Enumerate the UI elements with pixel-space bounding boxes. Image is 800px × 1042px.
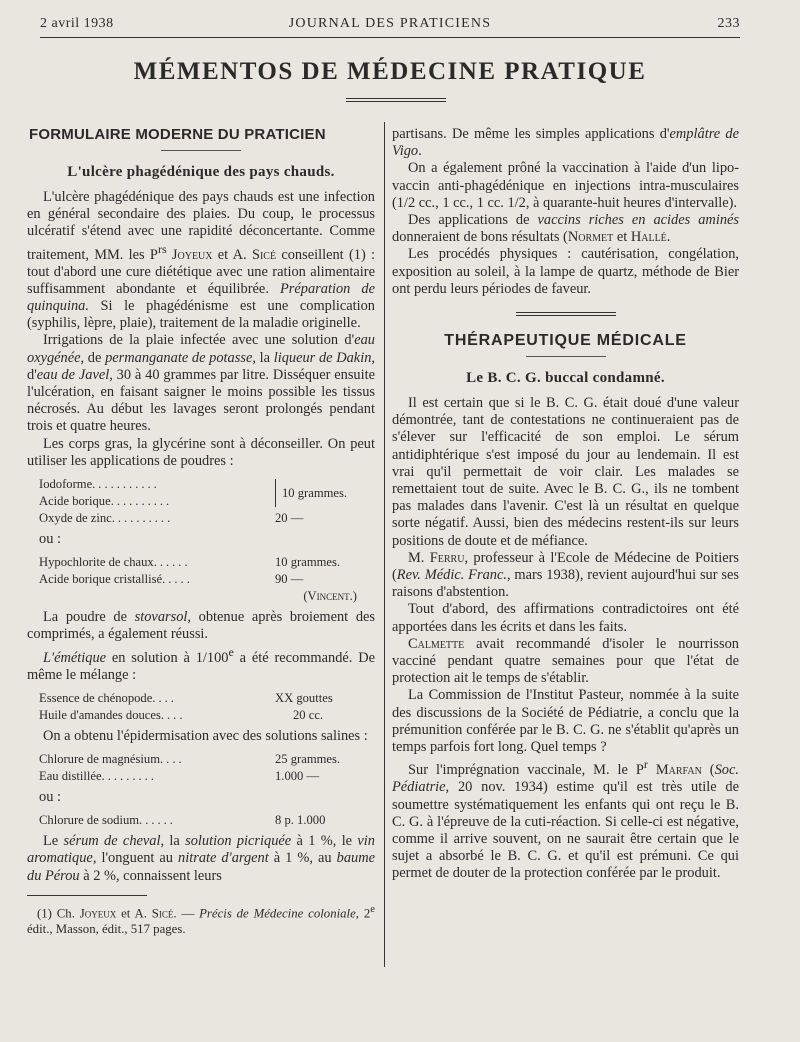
emphasis: Préparation de quinquina. <box>27 280 375 315</box>
text: et A. <box>212 246 252 263</box>
text: à 2 %, connaissent leurs <box>79 867 222 884</box>
quantity: 8 p. 1.000 <box>275 813 326 828</box>
text: 20 nov. 1934) estime qu'il est très utile de soumettre systématiquement les enfants qui ont reçu le B. C. G. à l'épreuve de la cuti-réaction. Si celle-ci est négative, comme il arrive souvent, on ne saurait être certain que le sujet a absorbé le B. C. G. et qu'il est prémuni. Ce qui permet de douter de la protection conférée par le produit. <box>392 779 739 882</box>
author-name: Hallé <box>630 229 667 246</box>
text: 2 <box>359 906 371 921</box>
text: d' <box>27 366 37 383</box>
formula-group <box>39 476 375 510</box>
formula-sodium <box>39 812 375 829</box>
quantity: 20 cc. <box>293 707 324 722</box>
paragraph: La Commission de l'Institut Pasteur, nommée à la suite des discussions de la Société de Pédiatrie, a conclu que la prémunition conférée par le B. C. G. ne s'établit qu'après un temps parfois fort long. Quel temps ? <box>392 687 739 756</box>
ingredient: Huile d'amandes douces <box>39 707 161 722</box>
alternative-label: ou : <box>39 789 61 806</box>
ingredient: Essence de chénopode <box>39 690 153 705</box>
author-name: Ferru <box>429 549 465 566</box>
ingredient-cell <box>39 571 275 588</box>
text: partisans. De même les simples applications d' <box>392 126 670 142</box>
spacer <box>392 298 739 312</box>
ingredient: Chlorure de magnésium <box>39 752 161 767</box>
paragraph <box>392 636 739 688</box>
ingredient-cell <box>39 751 275 768</box>
article-title-bcg: Le B. C. G. buccal condamné. <box>466 370 665 387</box>
emphasis: eau de Javel, <box>36 366 113 383</box>
quantity: XX gouttes <box>275 690 333 705</box>
superscript: e <box>370 903 375 915</box>
superscript: r <box>643 757 648 772</box>
quantity: 20 — <box>275 511 304 526</box>
formula-row <box>39 690 375 707</box>
text: a été recommandé. De même le mélange : <box>27 649 375 683</box>
issue-date: 2 avril 1938 <box>40 16 114 31</box>
formula-powders <box>39 476 375 527</box>
formula-row <box>39 812 375 829</box>
header-rule <box>40 37 740 38</box>
paragraph: Les procédés physiques : cautérisation, congélation, exposition au soleil, à la lampe de quartz, méthode de Bier ont perdu leurs périodes de faveur. <box>392 246 739 297</box>
quantity: 1.000 — <box>275 769 320 784</box>
emphasis: emplâtre de Vigo <box>392 126 739 160</box>
left-column <box>27 126 375 937</box>
ingredient: Acide borique <box>39 494 111 509</box>
footnote-rule <box>27 895 147 896</box>
leader-dots: .... <box>160 707 186 722</box>
ingredient-cell <box>39 707 275 724</box>
paragraph <box>27 189 375 332</box>
emphasis: L'émétique <box>43 649 107 666</box>
text: . <box>418 143 422 160</box>
text: avait recommandé d'isoler le nourrisson vacciné pendant quatre semaines pour que l'état de protection ait le temps de s'établir. <box>392 635 739 687</box>
leader-dots: ..... <box>162 572 193 587</box>
leader-dots: .... <box>160 752 185 767</box>
paragraph <box>392 212 739 246</box>
emphasis: Rev. Médic. Franc. <box>396 567 507 584</box>
emphasis: liqueur de Dakin, <box>273 349 375 366</box>
emphasis: solution picriquée <box>185 833 292 850</box>
author-name: Marfan <box>655 762 702 779</box>
right-column <box>392 126 739 883</box>
text: donneraient de bons résultats ( <box>392 229 568 246</box>
paragraph <box>27 332 375 435</box>
column-divider <box>384 122 385 967</box>
formula-row <box>39 751 375 768</box>
author-name: Joyeux <box>79 906 117 921</box>
spacer <box>392 316 739 332</box>
text: (1) Ch. <box>37 906 80 921</box>
text: L'ulcère phagédénique des pays chauds est une infection en général secondaire des plaies. Du coup, le processus ulcératif s'étend avec une rapidité déconcertante. Comme traitement, MM. les P <box>27 189 375 263</box>
quantity: 10 grammes. <box>282 485 348 500</box>
leader-dots: .... <box>152 690 177 705</box>
paragraph: On a également prôné la vaccination à l'aide d'un lipo-vaccin anti-phagédénique en injections intra-musculaires (1/2 cc., 1 cc., 1 cc. 1/2, à quarante-huit heures d'intervalle). <box>392 160 739 211</box>
ingredient: Hypochlorite de chaux <box>39 555 154 570</box>
text: l'onguent au <box>96 850 179 867</box>
formula-chenopode <box>39 690 375 724</box>
ingredient-cell <box>39 554 275 571</box>
running-header <box>40 14 740 36</box>
text: de <box>84 349 106 366</box>
text: et A. <box>116 906 152 921</box>
text <box>648 762 656 778</box>
formula-names <box>39 476 275 510</box>
emphasis: sérum de cheval, <box>63 833 165 850</box>
author-name: Joyeux <box>171 246 213 263</box>
page-title: MÉMENTOS DE MÉDECINE PRATIQUE <box>133 58 647 85</box>
text: , mars 1938), revient aujourd'hui sur ses raisons d'abstention. <box>392 567 739 601</box>
text: édit., Masson, édit., 517 pages. <box>27 922 186 937</box>
ingredient-cell <box>39 768 275 785</box>
section-title-formulaire: FORMULAIRE MODERNE DU PRATICIEN <box>29 126 326 143</box>
leader-dots: ...... <box>139 813 176 828</box>
section-rule <box>161 150 241 151</box>
text: obtenue après broiement des comprimés, a également réussi. <box>27 609 375 643</box>
alternative-label: ou : <box>39 531 61 548</box>
ingredient: Chlorure de sodium <box>39 813 140 828</box>
superscript: rs <box>157 241 167 256</box>
ingredient: Oxyde de zinc <box>39 511 112 526</box>
leader-dots: ...... <box>153 555 191 570</box>
text: La poudre de <box>43 609 135 626</box>
page-number: 233 <box>717 16 740 31</box>
emphasis: Précis de Médecine coloniale, <box>199 906 359 921</box>
footnote <box>27 902 375 937</box>
formula-attribution: (Vincent.) <box>303 589 357 604</box>
emphasis: baume du Pérou <box>27 850 375 884</box>
formula-row <box>39 707 375 724</box>
paragraph <box>27 644 375 684</box>
brace <box>275 479 276 507</box>
section-rule <box>526 356 606 357</box>
text: la <box>255 349 274 366</box>
text: . <box>666 229 671 246</box>
formula-hypochlorite <box>39 554 375 605</box>
text: à 1 %, le <box>291 833 358 850</box>
author-name: Sicé <box>251 246 277 263</box>
emphasis: nitrate d'argent <box>178 850 269 867</box>
article-title-ulcere: L'ulcère phagédénique des pays chauds. <box>67 164 335 180</box>
leader-dots: ......... <box>101 769 157 784</box>
formula-row <box>39 571 375 588</box>
quantity: 10 grammes. <box>275 555 341 570</box>
ingredient: Eau distillée <box>39 769 102 784</box>
ingredient-cell <box>39 690 275 707</box>
text: 30 à 40 grammes par litre. Disséquer ensuite l'ulcération, en faisant saigner le moins possible les tissus nécrosés. Au début les lavages seront prolongés pendant trois et quatre heures. <box>27 366 375 435</box>
text: en solution à 1/100 <box>106 649 229 666</box>
ingredient: Acide borique cristallisé <box>39 572 163 587</box>
emphasis: vin aromatique, <box>27 833 375 867</box>
leader-dots: ........... <box>92 477 160 492</box>
formula-row <box>39 768 375 785</box>
text: Sur l'imprégnation vaccinale, M. le P <box>408 762 644 779</box>
formula-row <box>39 476 275 493</box>
text: et <box>613 229 631 246</box>
text: , professeur à l'Ecole de Médecine de Poitiers ( <box>392 549 740 584</box>
text: ( <box>701 762 715 779</box>
text: Si le phagédénisme est une complication (syphilis, lèpre, plaie), traitement de la maladie originelle. <box>27 298 375 332</box>
text: la <box>164 833 186 850</box>
author-name: Vincent. <box>307 589 353 604</box>
text: Des applications de <box>408 212 538 229</box>
text: M. <box>408 549 430 566</box>
formula-row <box>39 554 375 571</box>
paragraph: Il est certain que si le B. C. G. était doué d'une valeur démontrée, tant de contestations ne continueraient pas de s'élever sur l'efficacité de son emploi. Le sérum antidiphtérique s'est imposé du jour au lendemain. Il est vrai qu'il permettait de voir clair. Les malades se remettaient tout de suite. Avec le B. C. G., ils ne tombent pas malades dans l'avenir. C'est là un résultat en quelque sorte négatif. Aussi, bien des médecins restent-ils sur leurs positions de doute et de méfiance. <box>392 395 739 549</box>
title-rule-top <box>346 98 446 99</box>
emphasis: vaccins riches en acides aminés <box>537 212 739 229</box>
leader-dots: .......... <box>110 494 173 509</box>
author-name: Normet <box>567 229 614 246</box>
paragraph <box>392 550 739 602</box>
formula-row <box>39 510 375 527</box>
emphasis: Soc. Pédiatrie, <box>392 762 739 796</box>
leader-dots: .......... <box>111 511 174 526</box>
emphasis: permanganate de potasse, <box>105 349 256 366</box>
superscript: e <box>228 644 234 659</box>
text: conseillent (1) : tout d'abord une cure diététique avec une ration alimentaire suffisamment abondante et équilibrée. <box>27 246 376 297</box>
paragraph <box>27 833 375 885</box>
author-name: Calmette <box>408 635 465 652</box>
ingredient: Iodoforme <box>39 477 93 492</box>
emphasis: eau oxygénée, <box>27 332 375 366</box>
paragraph <box>392 756 739 882</box>
paragraph <box>27 609 375 643</box>
paragraph <box>392 126 739 160</box>
formula-row <box>39 493 275 510</box>
title-rule-bottom <box>346 101 446 102</box>
ingredient-cell <box>39 812 275 829</box>
formula-saline <box>39 751 375 785</box>
paragraph: On a obtenu l'épidermisation avec des solutions salines : <box>43 727 368 744</box>
paragraph: Tout d'abord, des affirmations contradictoires ont été apportées dans les écrits et dans les faits. <box>392 601 739 635</box>
emphasis: stovarsol, <box>134 609 192 626</box>
text: Le <box>43 833 64 850</box>
text: à 1 %, au <box>268 850 337 867</box>
quantity: 90 — <box>275 572 304 587</box>
section-title-therapeutique: THÉRAPEUTIQUE MÉDICALE <box>444 332 687 350</box>
paragraph: Les corps gras, la glycérine sont à déconseiller. On peut utiliser les applications de poudres : <box>27 435 375 469</box>
quantity: 25 grammes. <box>275 752 341 767</box>
author-name: Sicé <box>151 906 174 921</box>
text: Irrigations de la plaie infectée avec une solution d' <box>43 332 355 349</box>
journal-name: JOURNAL DES PRATICIENS <box>288 16 492 31</box>
ingredient-cell <box>39 510 275 527</box>
text: . — <box>173 906 200 921</box>
